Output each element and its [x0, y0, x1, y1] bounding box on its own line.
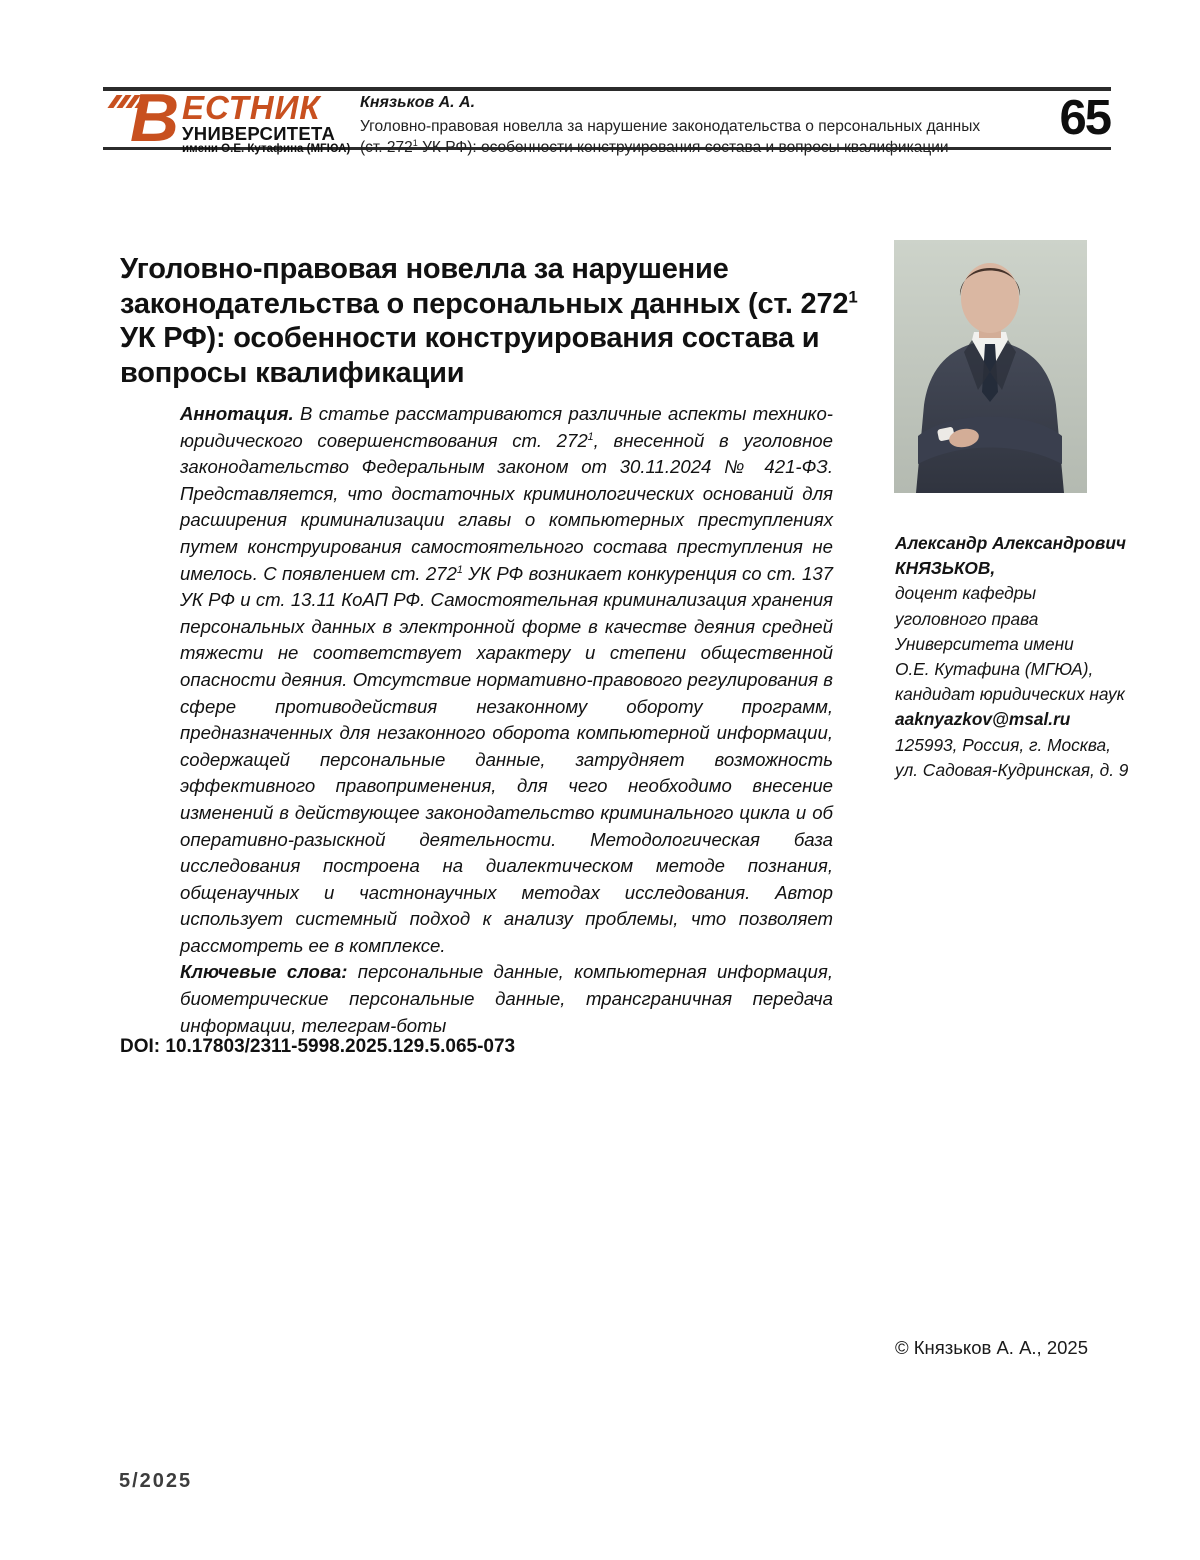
- author-affiliation-line: Университета имени: [895, 633, 1074, 654]
- running-head-line2-post: УК РФ): особенности конструирования состава и вопросы квалификации: [417, 139, 949, 156]
- running-head-superscript: 1: [412, 137, 418, 148]
- abstract-label: Аннотация.: [180, 403, 294, 424]
- page-number: 65: [1059, 91, 1110, 145]
- article-title: [120, 252, 890, 390]
- running-head-title-line2: [360, 137, 1010, 158]
- running-head-line2-pre: (ст. 272: [360, 139, 413, 156]
- author-info-block: [895, 531, 1145, 783]
- issue-footer: 5/2025: [119, 1470, 193, 1492]
- author-email: aaknyazkov@msal.ru: [895, 709, 1071, 730]
- article-title-pre: Уголовно-правовая новелла за нарушение законодательства о персональных данных (ст. 272: [120, 253, 849, 320]
- running-head-title-line1: Уголовно-правовая новелла за нарушение законодательства о персональных данных: [360, 118, 981, 135]
- abstract-seg1: В статье рассматриваются различные аспекты технико-юридического совершенствования ст. 272: [180, 403, 833, 451]
- article-title-post: УК РФ): особенности конструирования состава и вопросы квалификации: [120, 322, 820, 389]
- abstract-superscript-2: 1: [456, 563, 463, 576]
- journal-logo: [112, 80, 357, 156]
- logo-university-word: УНИВЕРСИТЕТА: [182, 123, 336, 144]
- abstract-paragraph: [180, 401, 833, 959]
- running-head: [360, 94, 1010, 158]
- abstract-seg2: , внесенной в уголовное законодательство Федеральным законом от 30.11.2024 № 421-ФЗ. Представляется, что достаточных криминологических оснований для расширения криминализации главы о компьютерных преступлениях путем конструирования самостоятельного состава преступления не имелось. С появлением ст. 272: [180, 429, 833, 584]
- abstract-superscript-1: 1: [587, 430, 594, 443]
- keywords-text: персональные данные, компьютерная информация, биометрические персональные данные, трансграничная передача информации, телеграм-боты: [180, 961, 833, 1036]
- logo-initial-letter: В: [130, 80, 178, 156]
- author-affiliation-line: уголовного права: [895, 608, 1039, 629]
- author-name-line2: КНЯЗЬКОВ,: [895, 558, 996, 579]
- author-affiliation-line: кандидат юридических наук: [895, 684, 1125, 705]
- running-head-author: Князьков А. А.: [360, 94, 476, 111]
- author-affiliation-line: О.Е. Кутафина (МГЮА),: [895, 659, 1094, 680]
- author-address-line: ул. Садовая-Кудринская, д. 9: [895, 759, 1129, 780]
- abstract-block: [180, 401, 833, 1039]
- portrait-illustration: [894, 240, 1087, 493]
- author-affiliation-line: доцент кафедры: [895, 583, 1037, 604]
- author-name-line1: Александр Александрович: [895, 533, 1126, 553]
- author-address-line: 125993, Россия, г. Москва,: [895, 734, 1111, 755]
- keywords-paragraph: [180, 959, 833, 1039]
- copyright-line: © Князьков А. А., 2025: [895, 1337, 1088, 1358]
- doi-line: DOI: 10.17803/2311-5998.2025.129.5.065-073: [120, 1036, 516, 1057]
- keywords-label: Ключевые слова:: [180, 961, 348, 983]
- abstract-seg3: УК РФ возникает конкуренция со ст. 137 УК РФ и ст. 13.11 КоАП РФ. Самостоятельная криминализация хранения персональных данных в электронной форме в качестве деяния средней тяжести не соответствует характеру и степени общественной опасности деяния. Отсутствие нормативно-правового регулирования в сфере противодействия незаконному обороту программ, предназначенных для незаконного оборота компьютерной информации, содержащей персональные данные, затрудняет возможность эффективного правоприменения, для чего необходимо внесение изменений в действующее законодательство криминального цикла и об оперативно-разыскной деятельности. Методологическая база исследования построена на диалектическом методе познания, общенаучных и частнонаучных методах исследования. Автор использует системный подход к анализу проблемы, что позволяет рассмотреть ее в комплексе.: [180, 562, 834, 956]
- logo-brand-word: ЕСТНИК: [182, 89, 321, 126]
- author-portrait-photo: [894, 240, 1087, 493]
- logo-named-after: имени О.Е. Кутафина (МГЮА): [182, 143, 351, 155]
- article-title-superscript: 1: [848, 287, 858, 307]
